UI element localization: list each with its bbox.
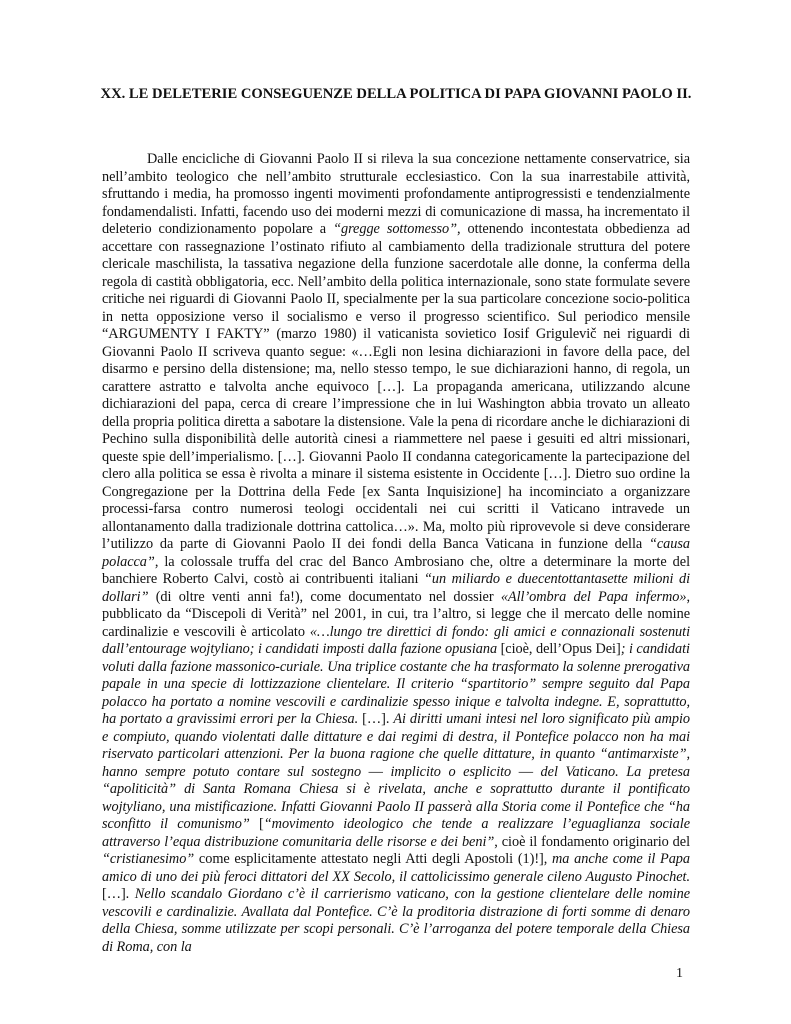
body-text-run: , pubblicato da “Discepoli di Verità” nel 2001, in cui, tra l’altro, si legge che il mercato delle nomine cardinalizie e vescovili è articolato	[102, 588, 691, 640]
body-text-run: Dalle encicliche di Giovanni Paolo II si rileva la sua concezione nettamente conservatrice, sia nell’ambito teologico che nell’ambito strutturale ecclesiastico. Con la sua inarrestabile attività, sfruttando i media, ha promosso ingenti movimenti profondamente antiprogressisti e tendenzialmente fondamendalisti. Infatti, facendo uso dei moderni mezzi di comunicazione di massa, ha incrementato il deleterio condizionamento popolare a	[102, 151, 690, 237]
body-paragraph	[102, 151, 690, 956]
body-italic-run: «…lungo tre direttici di fondo: gli amici e connazionali sostenuti dall’entourage wojtyliano; i candidati imposti dalla fazione opusiana	[102, 623, 690, 657]
body-italic-run: ; i candidati voluti dalla fazione massonico-curiale. Una triplice costante che ha trasformato la solenne prerogativa papale in una specie di lottizzazione clientelare. Il criterio “spartitorio” sempre seguito dal Papa polacco ha portato a nomine vescovili e cardinalizie spesso inique e talvolta indegne. E, soprattutto, ha portato a gravissimi errori per la Chiesa.	[102, 641, 690, 727]
body-text-run: (di oltre venti anni fa!), come documentato nel dossier	[148, 588, 501, 605]
body-text-run: […].	[358, 711, 394, 727]
page-title: XX. LE DELETERIE CONSEGUENZE DELLA POLITICA DI PAPA GIOVANNI PAOLO II.	[100, 86, 692, 102]
body-italic-run: “gregge sottomesso”	[333, 221, 457, 237]
body-italic-run: Nello scandalo Giordano c’è il carrierismo vaticano, con la gestione clientelare delle nomine vescovili e cardinalizie. Avallata dal Pontefice. C’è la proditoria distrazione di forti somme di denaro della Chiesa, somme utilizzate per scopi personali. C’è l’arroganza del potere temporale della Chiesa di Roma, con la	[102, 886, 690, 955]
body-italic-run: “movimento ideologico che tende a realizzare l’eguaglianza sociale attraverso l’equa distribuzione comunitaria delle risorse e dei beni”	[102, 816, 691, 850]
body-italic-run: “un miliardo e duecentottantasette milioni di dollari”	[102, 571, 690, 605]
body-text-run: come esplicitamente attestato negli Atti degli Apostoli (1)!],	[194, 851, 553, 867]
body-italic-run: “causa polacca”	[102, 536, 690, 570]
body-text-run: [	[249, 816, 264, 832]
body-text-run: , cioè il fondamento originario del	[494, 833, 690, 850]
page-number: 1	[676, 966, 683, 981]
body-italic-run: ma anche come il Papa amico di uno dei più feroci dittatori del XX Secolo, il cattolicissimo generale cileno Augusto Pinochet.	[102, 851, 690, 885]
body-text-run: […].	[102, 886, 135, 902]
body-text-run: , ottenendo incontestata obbedienza ad accettare con rassegnazione l’ostinato rifiuto al cambiamento della tradizionale struttura del potere clericale maschilista, la tassativa negazione della funzione sacerdotale alle donne, la conferma della regola di castità obbligatoria, ecc. Nell’ambito della politica internazionale, sono state formulate severe critiche nei riguardi di Giovanni Paolo II, specialmente per la sua particolare concezione socio-politica in netta opposizione verso il socialismo e verso il progresso scientifico. Sul periodico mensile “ARGUMENTY I FAKTY” (marzo 1980) il vaticanista sovietico Iosif Grigulevič nei riguardi di Giovanni Paolo II scriveva quanto segue: «…Egli non lesina dichiarazioni in favore della pace, del disarmo e persino della distensione; ma, nello stesso tempo, le sue dichiarazioni hanno, di regola, un carattere astratto e talvolta anche equivoco […]. La propaganda americana, utilizzando alcune dichiarazioni del papa, cerca di creare l’impressione che in lui Washington abbia trovato un alleato della propria politica diretta a sabotare la distensione. Vale la pena di ricordare anche le dichiarazioni di Pechino sulla disponibilità delle autorità cinesi a riammettere nel paese i gesuiti ed altri missionari, queste spie dell’imperialismo. […]. Giovanni Paolo II condanna categoricamente la partecipazione del clero alla politica se essa è rivolta a minare il sistema esistente in Occidente […]. Dietro suo ordine la Congregazione per la Dottrina della Fede [ex Santa Inquisizione] ha incominciato a organizzare processi-farsa contro numerosi teologi occidentali nei cui scritti il Vaticano intravede un allontanamento dalla tradizionale dottrina cattolica…». Ma, molto più riprovevole si deve considerare l’utilizzo da parte di Giovanni Paolo II dei fondi della Banca Vaticana in funzione della	[102, 221, 690, 552]
body-italic-run: Ai diritti umani intesi nel loro significato più ampio e compiuto, quando violentati dalle dittature e dai regimi di destra, il Pontefice polacco non ha mai riservato particolari attenzioni. Per la buona ragione che quelle dittature, in quanto “antimarxiste”, hanno sempre potuto contare sul sostegno ― implicito o esplicito ― del Vaticano. La pretesa “apoliticità” di Santa Romana Chiesa si è rivelata, anche e soprattutto durante il pontificato wojtyliano, una mistificazione. Infatti Giovanni Paolo II passerà alla Storia come il Pontefice che “ha sconfitto il comunismo”	[102, 711, 690, 832]
body-text-run: , la colossale truffa del crac del Banco Ambrosiano che, oltre a determinare la morte del banchiere Roberto Calvi, costò ai contribuenti italiani	[102, 553, 690, 587]
body-text-run: [cioè, dell’Opus Dei]	[497, 641, 621, 657]
body-italic-run: «All’ombra del Papa infermo»	[500, 588, 687, 605]
body-italic-run: “cristianesimo”	[102, 851, 195, 867]
